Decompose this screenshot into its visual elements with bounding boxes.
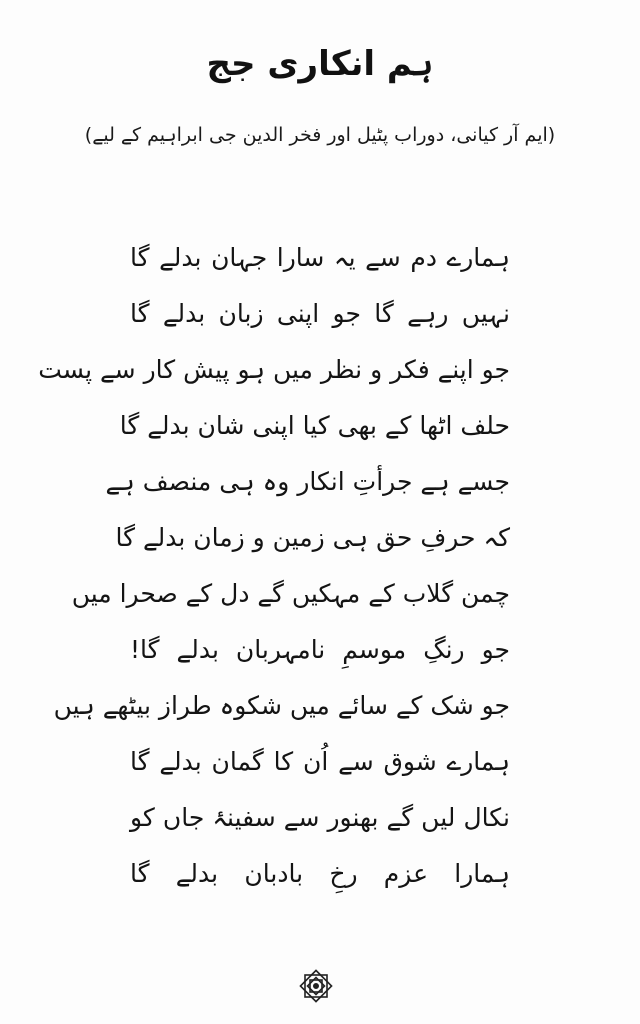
poem-line: ہمارا عزم رخِ بادبان بدلے گا (130, 859, 510, 888)
poem-line: نہیں رہے گا جو اپنی زبان بدلے گا (130, 299, 510, 328)
star-knot-ornament-icon (296, 966, 336, 1006)
poem-line: کہ حرفِ حق ہی زمین و زمان بدلے گا (115, 523, 510, 552)
poem-line: جو رنگِ موسمِ نامہربان بدلے گا! (130, 635, 510, 664)
poem-line: جسے ہے جرأتِ انکار وہ ہی منصف ہے (105, 467, 510, 496)
poem-line: ہمارے دم سے یہ سارا جہان بدلے گا (130, 243, 510, 272)
poem-line: جو شک کے سائے میں شکوہ طراز بیٹھے ہیں (53, 691, 510, 720)
poem-line: جو اپنے فکر و نظر میں ہو پیش کار سے پست (38, 355, 510, 384)
poem-line: نکال لیں گے بھنور سے سفینۂ جاں کو (130, 803, 510, 832)
poem-title: ہم انکاری جج (206, 44, 434, 84)
poem-line: چمن گلاب کے مہکیں گے دل کے صحرا میں (71, 579, 510, 608)
poem-line: حلف اٹھا کے بھی کیا اپنی شان بدلے گا (119, 411, 510, 440)
poem-body (38, 230, 510, 902)
poem-line: ہمارے شوق سے اُن کا گمان بدلے گا (130, 747, 510, 776)
poem-dedication: (ایم آر کیانی، دوراب پٹیل اور فخر الدین جی ابراہیم کے لیے) (84, 124, 556, 146)
